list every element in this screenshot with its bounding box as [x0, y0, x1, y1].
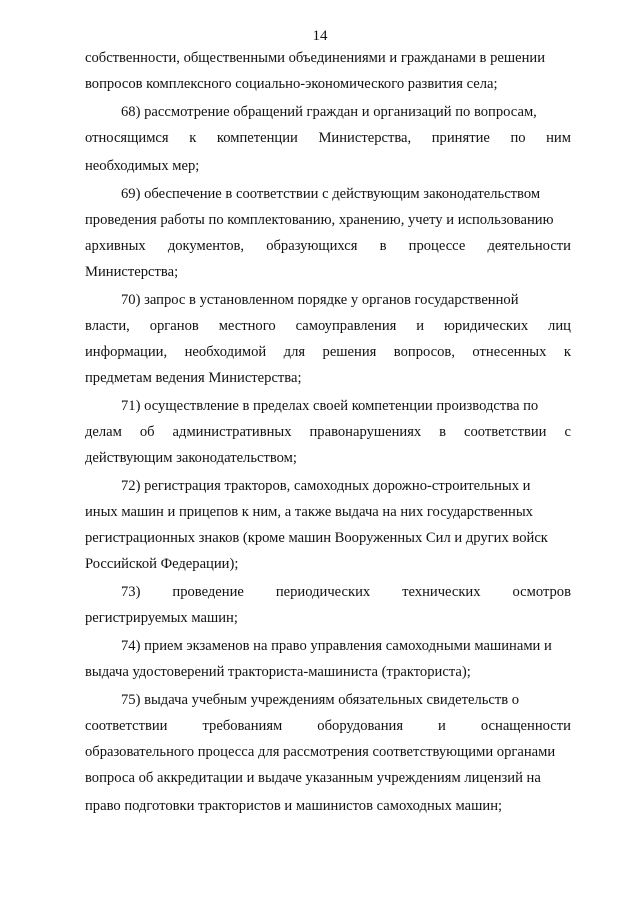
word: технических — [402, 584, 481, 600]
word: отнесенных — [472, 344, 547, 360]
line-text: собственности, общественными объединениями и гражданами в решении — [85, 50, 546, 66]
word: об — [139, 424, 155, 440]
word: ним — [546, 130, 571, 146]
text-line — [121, 102, 571, 122]
line-text: 69) обеспечение в соответствии с действующим законодательством — [121, 186, 541, 202]
line-text: Министерства; — [85, 264, 179, 280]
word: вопросов, — [393, 344, 455, 360]
word: административных — [172, 424, 292, 440]
word: осмотров — [512, 584, 571, 600]
line-text: 74) прием экзаменов на право управления самоходными машинами и — [121, 638, 552, 654]
line-text: вопросов комплексного социально-экономического развития села; — [85, 76, 498, 92]
text-line — [85, 128, 571, 148]
word: власти, — [85, 318, 130, 334]
word: и — [438, 718, 446, 734]
word: соответствии — [464, 424, 547, 440]
word: и — [416, 318, 425, 334]
line-text: проведения работы по комплектованию, хранению, учету и использованию — [85, 212, 554, 228]
line-text: вопроса об аккредитации и выдаче указанным учреждениям лицензий на — [85, 770, 541, 786]
text-line — [85, 768, 571, 788]
line-text: право подготовки трактористов и машинистов самоходных машин; — [85, 798, 503, 814]
line-text: 70) запрос в установленном порядке у органов государственной — [121, 292, 519, 308]
word: органов — [149, 318, 199, 334]
word: проведение — [172, 584, 244, 600]
text-line — [85, 342, 571, 362]
text-line — [121, 690, 571, 710]
word: компетенции — [216, 130, 298, 146]
text-line — [85, 528, 571, 548]
text-line — [85, 48, 571, 68]
word: для — [283, 344, 306, 360]
text-line — [85, 448, 571, 468]
word: в — [439, 424, 447, 440]
line-text: 75) выдача учебным учреждениям обязательных свидетельств о — [121, 692, 520, 708]
word: к — [189, 130, 197, 146]
word: деятельности — [487, 238, 571, 254]
word: с — [564, 424, 571, 440]
word: принятие — [431, 130, 490, 146]
word: архивных — [85, 238, 146, 254]
word: к — [563, 344, 571, 360]
line-text: выдача удостоверений тракториста-машиниста (тракториста); — [85, 664, 471, 680]
text-line — [85, 156, 571, 176]
word: местного — [218, 318, 276, 334]
text-line — [85, 236, 571, 256]
text-line — [85, 608, 571, 628]
line-text: необходимых мер; — [85, 158, 200, 174]
word: информации, — [85, 344, 168, 360]
text-line — [85, 316, 571, 336]
text-line — [121, 636, 571, 656]
word: документов, — [167, 238, 245, 254]
text-line — [85, 74, 571, 94]
word: необходимой — [184, 344, 267, 360]
word: оборудования — [317, 718, 404, 734]
text-line — [121, 396, 571, 416]
text-line — [85, 422, 571, 442]
text-line — [121, 582, 571, 602]
word: в — [379, 238, 387, 254]
word: периодических — [275, 584, 371, 600]
word: относящимся — [85, 130, 169, 146]
word: образующихся — [266, 238, 358, 254]
text-line — [85, 502, 571, 522]
line-text: действующим законодательством; — [85, 450, 297, 466]
word: процессе — [408, 238, 466, 254]
text-line — [85, 742, 571, 762]
text-line — [85, 368, 571, 388]
line-text: 68) рассмотрение обращений граждан и организаций по вопросам, — [121, 104, 537, 120]
word: решения — [322, 344, 377, 360]
word: делам — [85, 424, 122, 440]
word: лиц — [548, 318, 571, 334]
text-line — [85, 262, 571, 282]
text-line — [85, 796, 571, 816]
text-line — [85, 210, 571, 230]
word: самоуправления — [295, 318, 397, 334]
line-text: предметам ведения Министерства; — [85, 370, 302, 386]
text-line — [121, 476, 571, 496]
word: соответствии — [85, 718, 168, 734]
word: юридических — [444, 318, 529, 334]
word: по — [510, 130, 526, 146]
text-line — [85, 662, 571, 682]
line-text: регистрируемых машин; — [85, 610, 238, 626]
line-text: иных машин и прицепов к ним, а также выдача на них государственных — [85, 504, 533, 520]
line-text: образовательного процесса для рассмотрения соответствующими органами — [85, 744, 556, 760]
line-text: 71) осуществление в пределах своей компетенции производства по — [121, 398, 539, 414]
text-line — [121, 290, 571, 310]
word: Министерства, — [318, 130, 412, 146]
word: 73) — [121, 584, 141, 600]
line-text: Российской Федерации); — [85, 556, 239, 572]
text-line — [121, 184, 571, 204]
line-text: регистрационных знаков (кроме машин Вооруженных Сил и других войск — [85, 530, 548, 546]
word: правонарушениях — [309, 424, 422, 440]
page-number: 14 — [312, 28, 328, 44]
text-line — [85, 716, 571, 736]
text-line — [85, 554, 571, 574]
word: требованиям — [202, 718, 283, 734]
line-text: 72) регистрация тракторов, самоходных дорожно-строительных и — [121, 478, 531, 494]
word: оснащенности — [480, 718, 571, 734]
